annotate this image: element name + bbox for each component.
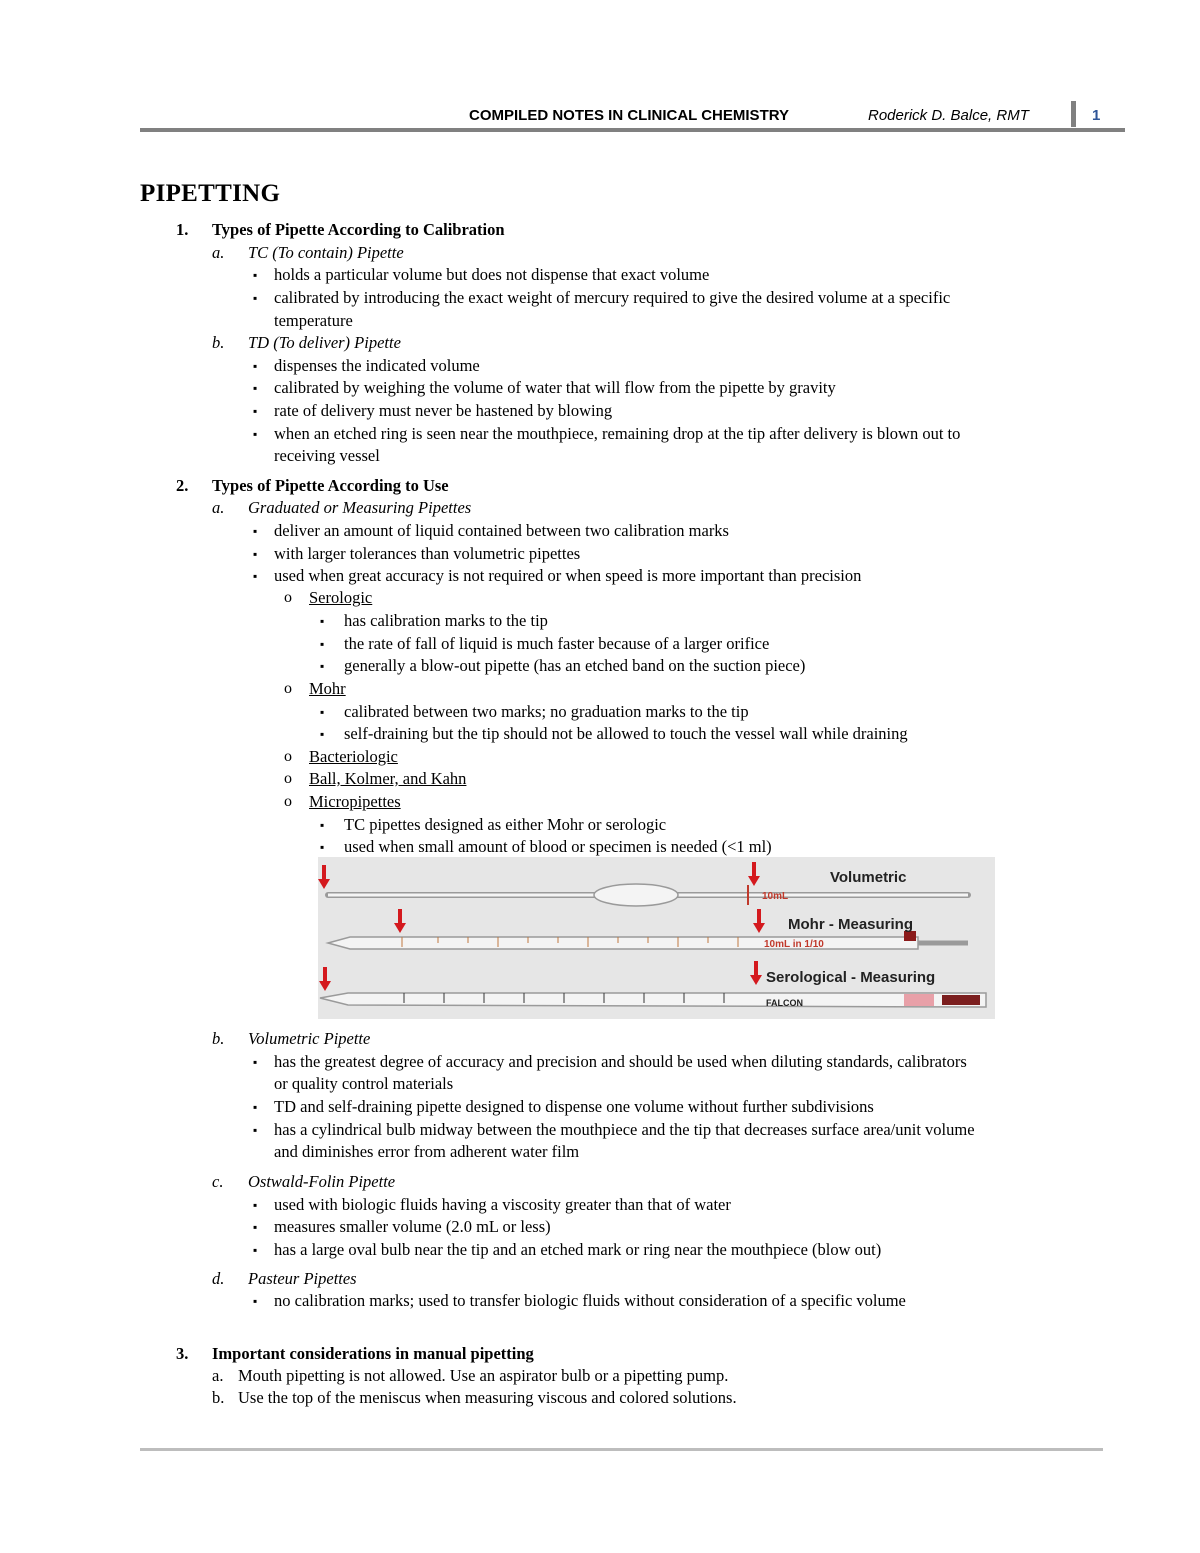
bullet: ▪ [253, 1243, 258, 1257]
section-3-number: 3. [176, 1344, 189, 1363]
label-falcon: FALCON [766, 998, 803, 1008]
bullet: ▪ [320, 840, 325, 854]
list-item: TD and self-draining pipette designed to dispense one volume without further subdivisions [274, 1097, 874, 1116]
list-item-continuation: receiving vessel [274, 446, 380, 465]
bullet: ▪ [253, 524, 258, 538]
page-title: PIPETTING [140, 180, 281, 207]
list-item: measures smaller volume (2.0 mL or less) [274, 1217, 551, 1236]
header-title: COMPILED NOTES IN CLINICAL CHEMISTRY [469, 107, 790, 124]
list-item: used when small amount of blood or specimen is needed (<1 ml) [344, 837, 772, 856]
label-vol-mark: 10mL [762, 891, 789, 902]
circle-bullet: o [284, 680, 292, 697]
header-author: Roderick D. Balce, RMT [868, 107, 1029, 124]
circle-bullet: o [284, 748, 292, 765]
section-3-heading: Important considerations in manual pipetting [212, 1344, 534, 1363]
bullet: ▪ [320, 818, 325, 832]
pipette-diagram [318, 857, 995, 1019]
section-1a-title: TC (To contain) Pipette [248, 243, 404, 262]
label-mohr: Mohr - Measuring [788, 916, 914, 933]
section-1-heading: Types of Pipette According to Calibration [212, 220, 505, 239]
list-item: calibrated by introducing the exact weight of mercury required to give the desired volume at a specific [274, 288, 951, 307]
bullet: ▪ [320, 637, 325, 651]
arrow-down-icon [753, 909, 765, 933]
footer-rule [140, 1448, 1103, 1451]
bullet: ▪ [320, 727, 325, 741]
list-item: TC pipettes designed as either Mohr or serologic [344, 815, 667, 834]
list-item: self-draining but the tip should not be allowed to touch the vessel wall while draining [344, 724, 908, 743]
label-serological: Serological - Measuring [766, 969, 936, 986]
bullet: ▪ [253, 381, 258, 395]
section-1b-title: TD (To deliver) Pipette [248, 333, 401, 352]
list-item: rate of delivery must never be hastened by blowing [274, 401, 613, 420]
list-item: has the greatest degree of accuracy and precision and should be used when diluting standards, calibrators [274, 1052, 967, 1071]
list-item: dispenses the indicated volume [274, 356, 480, 375]
serological-pipette [320, 993, 986, 1007]
pipette-figure [318, 857, 995, 1019]
bullet: ▪ [253, 569, 258, 583]
list-item: generally a blow-out pipette (has an etched band on the suction piece) [344, 656, 806, 675]
list-item-continuation: temperature [274, 311, 353, 330]
arrow-down-icon [750, 961, 762, 985]
bullet: ▪ [253, 1100, 258, 1114]
section-3b-letter: b. [212, 1388, 225, 1407]
list-item: has calibration marks to the tip [344, 611, 548, 630]
bullet: ▪ [320, 614, 325, 628]
subheading-serologic: Serologic [309, 588, 373, 607]
label-mohr-mark: 10mL in 1/10 [764, 939, 824, 950]
section-3a-letter: a. [212, 1366, 224, 1385]
bullet: ▪ [253, 1055, 258, 1069]
subheading-bacteriologic: Bacteriologic [309, 747, 398, 766]
section-2a-letter: a. [212, 498, 225, 517]
bullet: ▪ [253, 427, 258, 441]
list-item: deliver an amount of liquid contained between two calibration marks [274, 521, 729, 540]
list-item: no calibration marks; used to transfer biologic fluids without consideration of a specific volume [274, 1291, 906, 1310]
circle-bullet: o [284, 793, 292, 810]
section-1a-letter: a. [212, 243, 225, 262]
section-1b-letter: b. [212, 333, 225, 352]
section-2d-letter: d. [212, 1269, 225, 1288]
section-2b-letter: b. [212, 1029, 225, 1048]
list-item: used with biologic fluids having a viscosity greater than that of water [274, 1195, 731, 1214]
page-number: 1 [1092, 107, 1101, 124]
arrow-icons [318, 862, 765, 991]
bullet: ▪ [253, 1294, 258, 1308]
bullet: ▪ [253, 547, 258, 561]
label-volumetric: Volumetric [830, 869, 907, 886]
list-item: calibrated by weighing the volume of water that will flow from the pipette by gravity [274, 378, 836, 397]
list-item: holds a particular volume but does not dispense that exact volume [274, 265, 710, 284]
bullet: ▪ [253, 291, 258, 305]
list-item: has a large oval bulb near the tip and an etched mark or ring near the mouthpiece (blow out) [274, 1240, 882, 1259]
section-2c-letter: c. [212, 1172, 224, 1191]
list-item: has a cylindrical bulb midway between the mouthpiece and the tip that decreases surface area/unit volume [274, 1120, 975, 1139]
list-item-continuation: and diminishes error from adherent water film [274, 1142, 580, 1161]
bullet: ▪ [253, 359, 258, 373]
subheading-micropipettes: Micropipettes [309, 792, 401, 811]
subheading-ball-kolmer-kahn: Ball, Kolmer, and Kahn [309, 769, 467, 788]
list-item: the rate of fall of liquid is much faster because of a larger orifice [344, 634, 770, 653]
bullet: ▪ [253, 1123, 258, 1137]
section-2d-title: Pasteur Pipettes [248, 1269, 357, 1288]
arrow-down-icon [318, 865, 330, 889]
section-2c-title: Ostwald-Folin Pipette [248, 1172, 396, 1191]
list-item: used when great accuracy is not required or when speed is more important than precision [274, 566, 862, 585]
arrow-down-icon [748, 862, 760, 886]
list-item: calibrated between two marks; no graduation marks to the tip [344, 702, 749, 721]
bullet: ▪ [320, 659, 325, 673]
bullet: ▪ [320, 705, 325, 719]
subheading-mohr: Mohr [309, 679, 346, 698]
list-item: Use the top of the meniscus when measuring viscous and colored solutions. [238, 1388, 737, 1407]
mohr-pipette [328, 931, 968, 949]
section-2a-title: Graduated or Measuring Pipettes [248, 498, 472, 517]
section-2b-title: Volumetric Pipette [248, 1029, 371, 1048]
arrow-down-icon [319, 967, 331, 991]
bullet: ▪ [253, 268, 258, 282]
circle-bullet: o [284, 770, 292, 787]
list-item: with larger tolerances than volumetric pipettes [274, 544, 581, 563]
arrow-down-icon [394, 909, 406, 933]
section-1-number: 1. [176, 220, 189, 239]
header-rule [140, 128, 1125, 132]
circle-bullet: o [284, 589, 292, 606]
bullet: ▪ [253, 404, 258, 418]
section-2-number: 2. [176, 476, 189, 495]
list-item-continuation: or quality control materials [274, 1074, 454, 1093]
section-2-heading: Types of Pipette According to Use [212, 476, 449, 495]
volumetric-pipette [328, 884, 968, 906]
header-separator [1071, 101, 1076, 127]
list-item: Mouth pipetting is not allowed. Use an aspirator bulb or a pipetting pump. [238, 1366, 729, 1385]
bullet: ▪ [253, 1198, 258, 1212]
bullet: ▪ [253, 1220, 258, 1234]
list-item: when an etched ring is seen near the mouthpiece, remaining drop at the tip after delivery is blown out to [274, 424, 961, 443]
